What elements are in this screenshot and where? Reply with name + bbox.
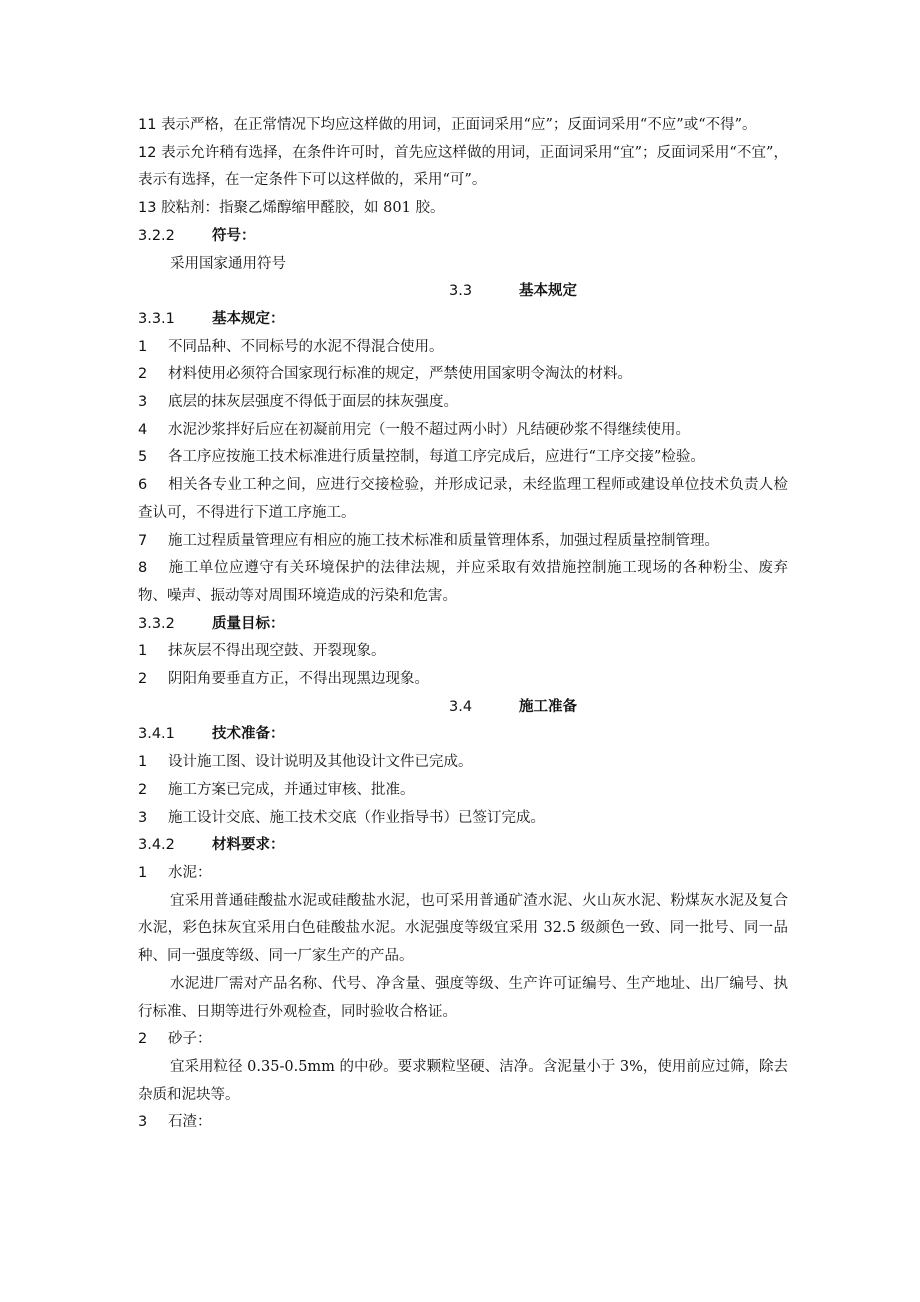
item-number: 2 — [138, 671, 148, 688]
item-text: 底层的抹灰层强度不得低于面层的抹灰强度。 — [168, 394, 458, 411]
item-text: 不同品种、不同标号的水泥不得混合使用。 — [168, 338, 444, 355]
section-title: 施工准备 — [519, 698, 577, 715]
cement-paragraph-2: 水泥进厂需对产品名称、代号、净含量、强度等级、生产许可证编号、生产地址、出厂编号、执行标准、日期等进行外观检查，同时验收合格证。 — [138, 975, 788, 1020]
section-number: 3.4.1 — [138, 726, 175, 743]
section-number: 3.3 — [449, 283, 473, 300]
item-number: 2 — [138, 366, 148, 383]
section-title: 符号： — [212, 227, 256, 244]
item-text: 抹灰层不得出现空鼓、开裂现象。 — [168, 643, 386, 660]
item-number: 1 — [138, 338, 148, 355]
list-item — [138, 444, 788, 472]
document-page — [138, 112, 788, 1137]
item-text: 水泥： — [168, 864, 212, 881]
sand-paragraph: 宜采用粒径 0.35-0.5mm 的中砂。要求颗粒坚硬、洁净。含泥量小于 3%，使用前应过筛，除去杂质和泥块等。 — [138, 1058, 788, 1103]
list-item — [138, 389, 788, 417]
item-number: 3 — [138, 394, 148, 411]
item-text: 表示允许稍有选择，在条件许可时，首先应这样做的用词，正面词采用“宜”；反面词采用“不宜”，表示有选择，在一定条件下可以这样做的，采用“可”。 — [138, 144, 789, 189]
item-text: 表示严格，在正常情况下均应这样做的用词，正面词采用“应”；反面词采用“不应”或“不得”。 — [161, 117, 757, 133]
section-3-4-1-heading — [138, 721, 788, 749]
item-number: 6 — [138, 477, 148, 494]
list-item — [138, 361, 788, 389]
section-number: 3.4 — [449, 698, 473, 715]
section-3-4-heading — [138, 694, 788, 722]
section-title: 基本规定： — [212, 310, 285, 327]
item-number: 1 — [138, 864, 148, 881]
item-text: 材料使用必须符合国家现行标准的规定，严禁使用国家明令淘汰的材料。 — [168, 366, 632, 383]
item-text: 胶粘剂：指聚乙烯醇缩甲醛胶，如 801 胶。 — [161, 200, 445, 217]
section-title: 质量目标： — [212, 615, 285, 632]
item-number: 1 — [138, 643, 148, 660]
list-item — [138, 417, 788, 445]
item-text: 水泥沙浆拌好后应在初凝前用完（一般不超过两小时）凡结硬砂浆不得继续使用。 — [168, 421, 690, 438]
list-item — [138, 749, 788, 777]
item-number: 2 — [138, 1031, 148, 1048]
material-sand-heading — [138, 1026, 788, 1054]
item-number: 2 — [138, 781, 148, 798]
list-item — [138, 666, 788, 694]
item-number: 3 — [138, 809, 148, 826]
item-text: 石渣： — [168, 1114, 212, 1131]
item-text: 砂子： — [168, 1031, 212, 1048]
list-item — [138, 555, 788, 610]
item-number: 12 — [138, 144, 157, 161]
item-text: 相关各专业工种之间，应进行交接检验，并形成记录，未经监理工程师或建设单位技术负责人检查认可，不得进行下道工序施工。 — [138, 477, 788, 521]
item-number: 11 — [138, 117, 157, 133]
item-11 — [138, 112, 788, 140]
item-number: 5 — [138, 449, 148, 466]
section-title: 基本规定 — [519, 283, 577, 300]
section-number: 3.3.2 — [138, 615, 175, 632]
list-item — [138, 472, 788, 527]
item-text: 阴阳角要垂直方正，不得出现黑边现象。 — [168, 671, 429, 688]
item-text: 施工单位应遵守有关环境保护的法律法规，并应采取有效措施控制施工现场的各种粉尘、废弃物、噪声、振动等对周围环境造成的污染和危害。 — [138, 560, 788, 604]
list-item — [138, 638, 788, 666]
section-3-4-2-heading — [138, 832, 788, 860]
section-number: 3.3.1 — [138, 310, 175, 327]
section-3-2-2-text: 采用国家通用符号 — [170, 255, 286, 272]
item-number: 1 — [138, 754, 148, 771]
section-3-3-heading — [138, 278, 788, 306]
list-item — [138, 777, 788, 805]
item-text: 施工设计交底、施工技术交底（作业指导书）已签订完成。 — [168, 809, 545, 826]
section-number: 3.2.2 — [138, 227, 175, 244]
section-3-3-1-heading — [138, 306, 788, 334]
item-text: 施工方案已完成，并通过审核、批准。 — [168, 781, 415, 798]
item-13 — [138, 195, 788, 223]
cement-paragraph-1: 宜采用普通硅酸盐水泥或硅酸盐水泥，也可采用普通矿渣水泥、火山灰水泥、粉煤灰水泥及复合水泥，彩色抹灰宜采用白色硅酸盐水泥。水泥强度等级宜采用 32.5 级颜色一致、同一批号、同一品种、同一强度等级、同一厂家生产的产品。 — [138, 892, 788, 965]
item-number: 4 — [138, 421, 148, 438]
material-cement-heading — [138, 860, 788, 888]
section-3-2-2-heading — [138, 223, 788, 251]
item-number: 13 — [138, 200, 157, 217]
material-stone-heading — [138, 1109, 788, 1137]
item-text: 施工过程质量管理应有相应的施工技术标准和质量管理体系，加强过程质量控制管理。 — [168, 532, 719, 549]
list-item — [138, 528, 788, 556]
list-item — [138, 334, 788, 362]
list-item — [138, 805, 788, 833]
item-number: 3 — [138, 1114, 148, 1131]
section-title: 技术准备： — [212, 726, 285, 743]
item-number: 7 — [138, 532, 148, 549]
item-12 — [138, 140, 788, 195]
item-text: 设计施工图、设计说明及其他设计文件已完成。 — [168, 754, 473, 771]
section-3-3-2-heading — [138, 611, 788, 639]
item-text: 各工序应按施工技术标准进行质量控制，每道工序完成后，应进行“工序交接”检验。 — [168, 449, 705, 466]
section-title: 材料要求： — [212, 837, 285, 854]
item-number: 8 — [138, 560, 148, 577]
section-number: 3.4.2 — [138, 837, 175, 854]
